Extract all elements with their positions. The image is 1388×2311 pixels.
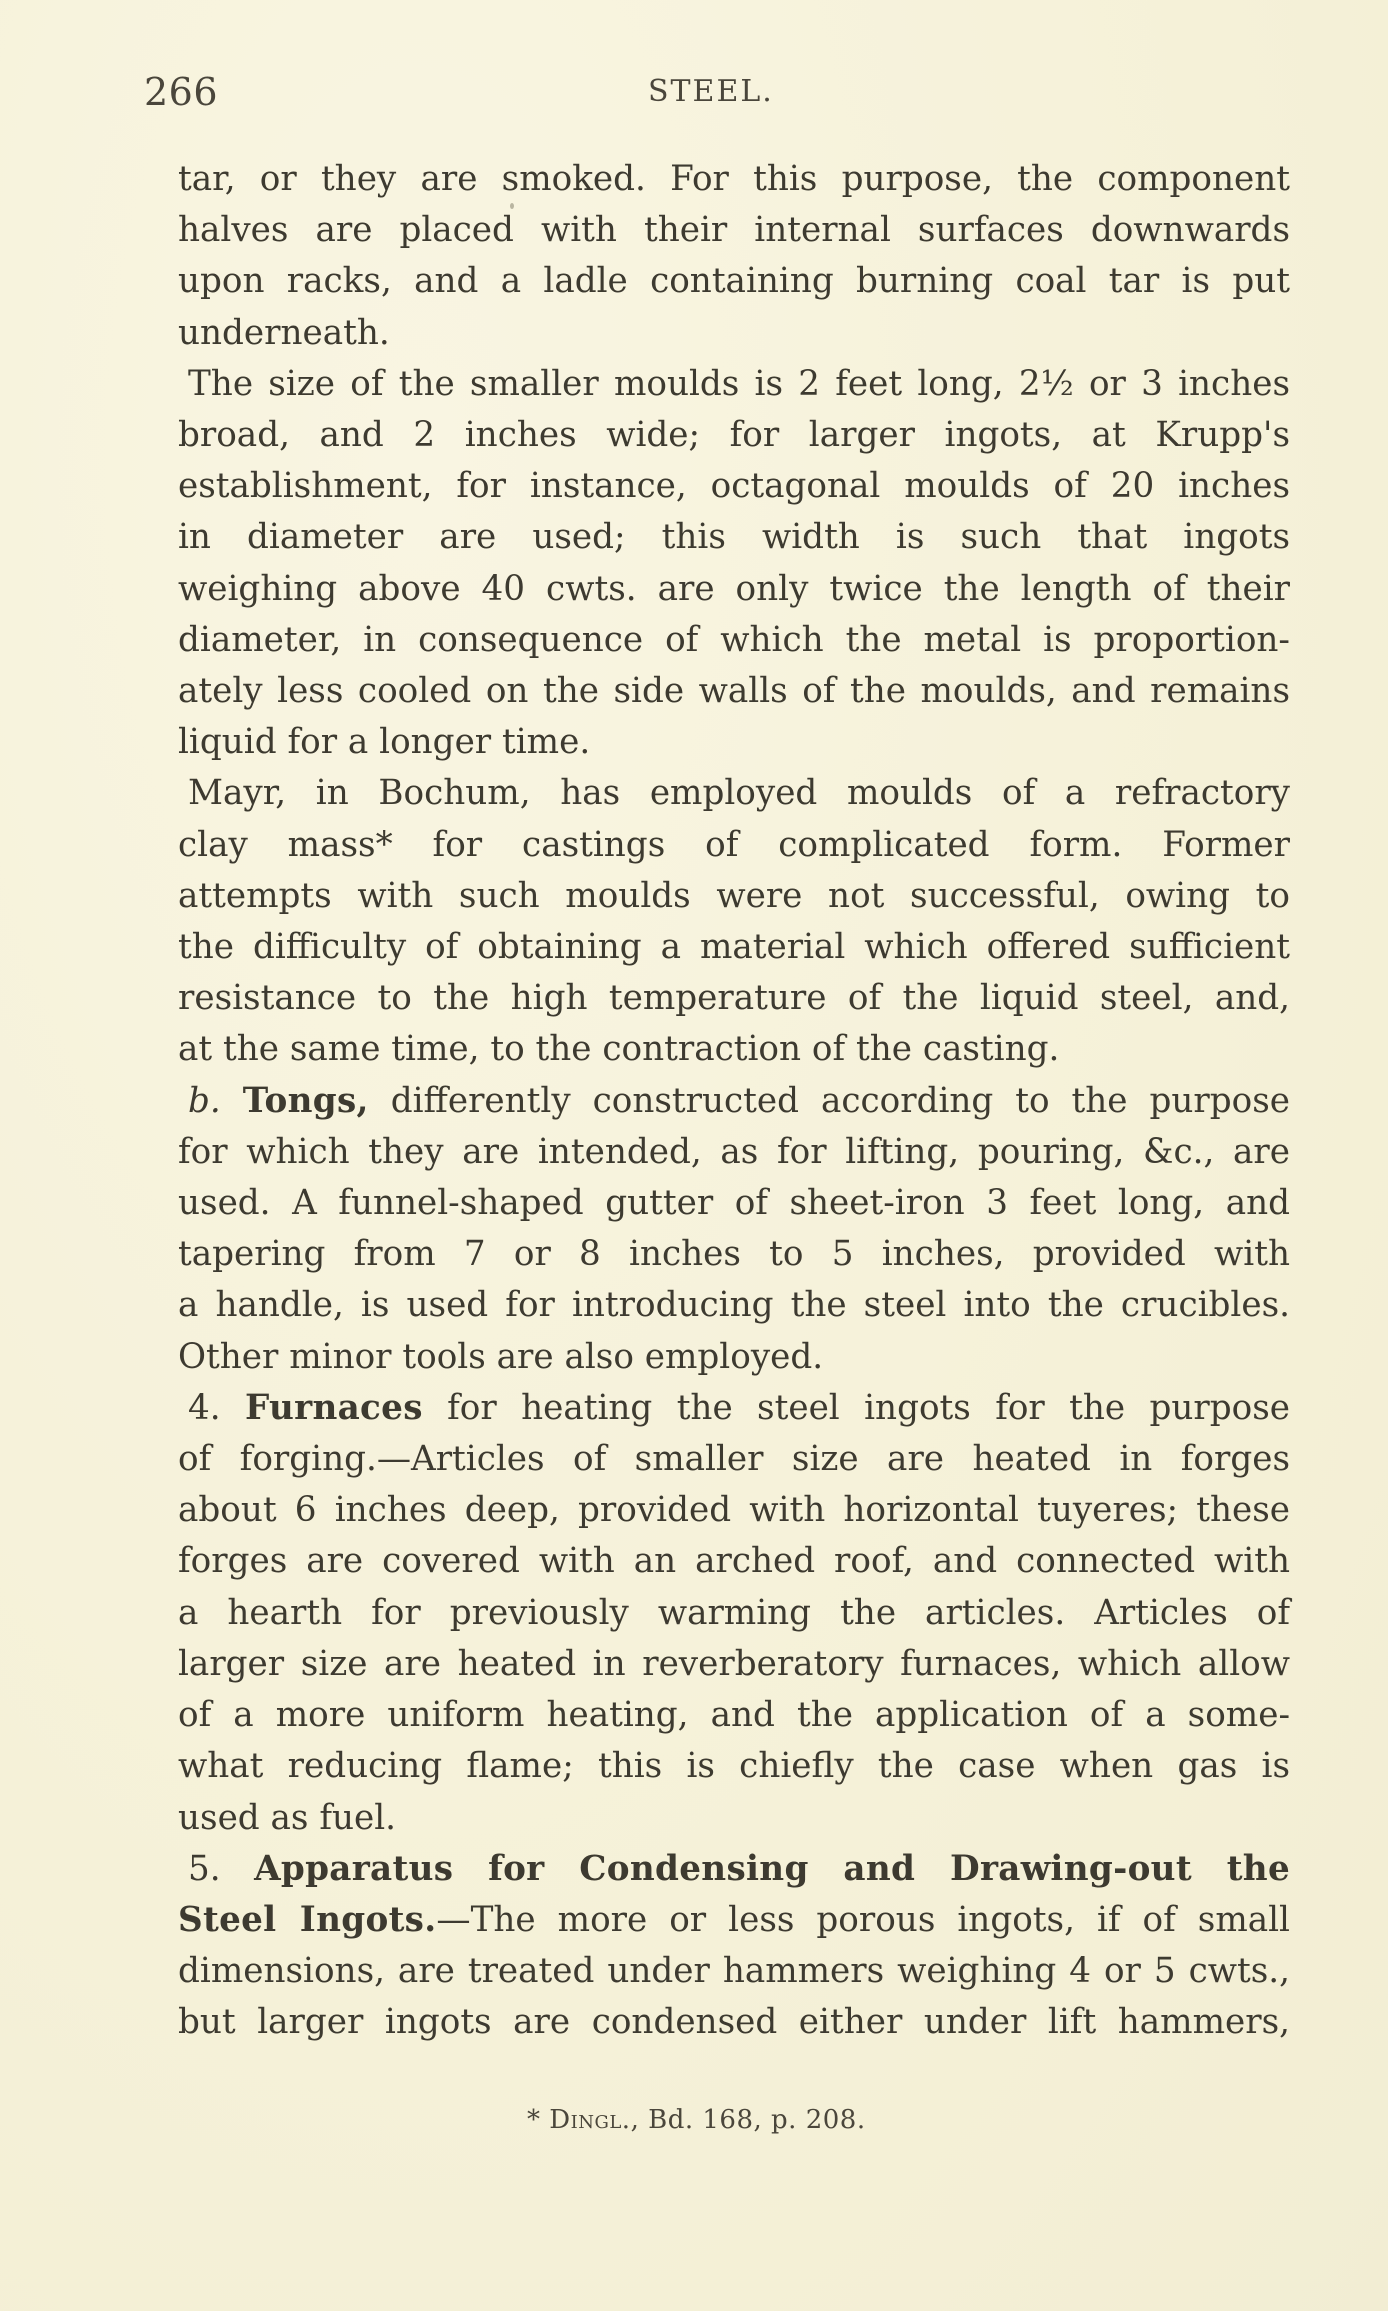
text-line: a hearth for previously warming the articles. Articles of: [178, 1592, 1290, 1633]
text-line: the difficulty of obtaining a material which offered sufficient: [178, 927, 1290, 968]
text-line: [178, 1844, 1290, 1895]
text-line: attempts with such moulds were not successful, owing to: [178, 875, 1290, 916]
text-line: forges are covered with an arched roof, and connected with: [178, 1541, 1290, 1582]
text-line: in diameter are used; this width is such that ingots: [178, 517, 1290, 558]
body-text: [178, 154, 1290, 2049]
text-line: [178, 1076, 1290, 1127]
text-line: ately less cooled on the side walls of the moulds, and remains: [178, 671, 1290, 712]
text-line: tapering from 7 or 8 inches to 5 inches, provided with: [178, 1234, 1290, 1275]
text-line: clay mass* for castings of complicated form. Former: [178, 824, 1290, 865]
text-line: establishment, for instance, octagonal moulds of 20 inches: [178, 466, 1290, 507]
text-line: Other minor tools are also employed.: [178, 1336, 824, 1377]
paper-speck: [510, 203, 514, 209]
text-line: a handle, is used for introducing the steel into the crucibles.: [178, 1285, 1290, 1326]
paragraph-mould-sizes: [178, 359, 1290, 769]
text-line: diameter, in consequence of which the metal is proportion-: [178, 619, 1290, 660]
text-line: resistance to the high temperature of the liquid steel, and,: [178, 978, 1290, 1019]
text-line: liquid for a longer time.: [178, 722, 591, 763]
text-line: about 6 inches deep, provided with horizontal tuyeres; these: [178, 1490, 1290, 1531]
section-label: 5.: [188, 1848, 221, 1889]
text-line: broad, and 2 inches wide; for larger ingots, at Krupp's: [178, 415, 1290, 456]
text-run: —The more or less porous ingots, if of small: [436, 1899, 1290, 1940]
paragraph-apparatus: [178, 1844, 1290, 2049]
text-line: halves are placed with their internal surfaces downwards: [178, 210, 1290, 251]
text-line: [178, 1895, 1290, 1946]
text-run: differently constructed according to the purpose: [368, 1080, 1290, 1121]
paragraph-furnaces: [178, 1383, 1290, 1844]
text-line: for which they are intended, as for lifting, pouring, &c., are: [178, 1131, 1290, 1172]
page-number: 266: [144, 70, 219, 114]
text-line: dimensions, are treated under hammers weighing 4 or 5 cwts.,: [178, 1951, 1290, 1992]
text-line: tar, or they are smoked. For this purpose, the component: [178, 159, 1290, 199]
paragraph-continuation: [178, 154, 1290, 359]
text-line: larger size are heated in reverberatory furnaces, which allow: [178, 1643, 1290, 1684]
text-line: at the same time, to the contraction of the casting.: [178, 1029, 1060, 1070]
paragraph-tongs: [178, 1076, 1290, 1383]
text-run: for heating the steel ingots for the purpose: [422, 1387, 1291, 1428]
text-line: of a more uniform heating, and the application of a some-: [178, 1695, 1290, 1736]
footnote-marker: *: [527, 2105, 541, 2135]
book-page: [144, 60, 1291, 2049]
text-line: upon racks, and a ladle containing burning coal tar is put: [178, 261, 1290, 302]
running-title: STEEL.: [648, 74, 774, 109]
footnote-citation: , Bd. 168, p. 208.: [630, 2105, 866, 2135]
text-line: underneath.: [178, 312, 390, 353]
section-heading: Tongs,: [242, 1080, 369, 1121]
section-heading: Apparatus for Condensing and Drawing-out the: [254, 1848, 1290, 1889]
footnote-author: Dingl.: [549, 2105, 631, 2135]
section-heading: Furnaces: [245, 1387, 423, 1428]
footnote: [527, 2105, 866, 2135]
text-line: weighing above 40 cwts. are only twice the length of their: [178, 568, 1290, 609]
text-line: but larger ingots are condensed either under lift hammers,: [178, 2002, 1290, 2043]
running-head: [144, 60, 1290, 126]
section-label: b.: [188, 1080, 221, 1121]
text-line: The size of the smaller moulds is 2 feet long, 2½ or 3 inches: [188, 363, 1290, 404]
section-heading: Steel Ingots.: [178, 1899, 437, 1940]
paragraph-mayr-bochum: [178, 768, 1290, 1075]
text-line: Mayr, in Bochum, has employed moulds of a refractory: [188, 773, 1290, 814]
text-line: what reducing flame; this is chiefly the case when gas is: [178, 1746, 1290, 1787]
text-line: used as fuel.: [178, 1797, 397, 1838]
text-line: used. A funnel-shaped gutter of sheet-iron 3 feet long, and: [178, 1183, 1290, 1224]
section-label: 4.: [188, 1387, 221, 1428]
text-line: [178, 1383, 1290, 1434]
text-line: of forging.—Articles of smaller size are heated in forges: [178, 1439, 1290, 1480]
